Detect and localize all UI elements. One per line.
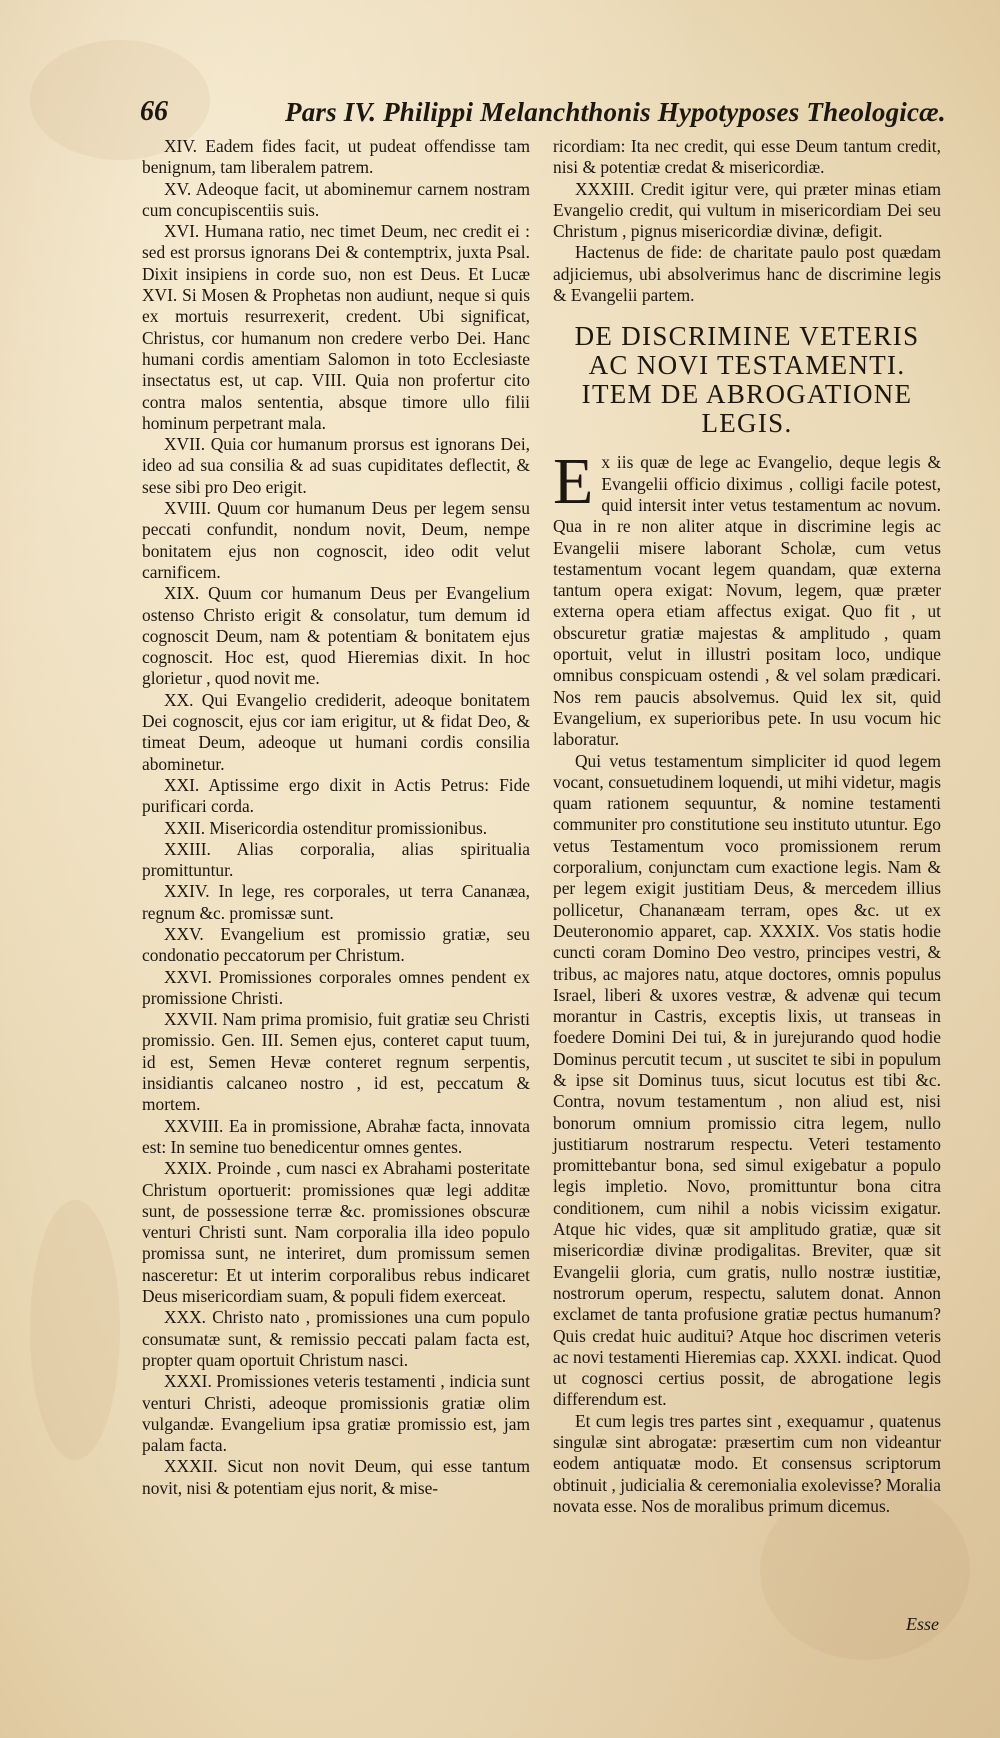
numbered-thesis: XXIX. Proinde , cum nasci ex Abrahami posteritate Christum oportuerit: promissiones quæ legi additæ sunt, de possessione terræ &c. promissiones obscuræ venturi Christi sunt. Nam corporalia illa ideo populo promissa sunt, ne interiret, dum promissum semen nasceretur: Et ut interim corporalibus rebus indicaret Deus misericordiam suam, & populi fidem exerceat. xyxy=(142,1158,530,1307)
numbered-thesis: XXI. Aptissime ergo dixit in Actis Petrus: Fide purificari corda. xyxy=(142,774,530,817)
numbered-thesis: XIX. Quum cor humanum Deus per Evangelium ostenso Christo erigit & consolatur, tum demum id cognoscit Deum, nam & potentiam & bonitatem ejus cognoscit. Hoc est, quod Hieremias dixit. In hoc glorietur , quod novit me. xyxy=(142,583,530,689)
numbered-thesis: XVII. Quia cor humanum prorsus est ignorans Dei, ideo ad sua consilia & ad suas cupiditates deflectit, & sese sibi pro Deo erigit. xyxy=(142,434,530,497)
numbered-thesis: XV. Adeoque facit, ut abominemur carnem nostram cum concupiscentiis suis. xyxy=(142,178,530,220)
opening-paragraph xyxy=(553,445,941,750)
page-number: 66 xyxy=(140,96,168,127)
drop-cap-letter: E xyxy=(553,445,594,519)
numbered-thesis: XXII. Misericordia ostenditur promissionibus. xyxy=(164,817,488,838)
transition-paragraph: Hactenus de fide: de charitate paulo post quædam adjiciemus, ubi absolverimus hanc de discrimine legis & Evangelii partem. xyxy=(553,242,941,306)
body-paragraph: Et cum legis tres partes sint , exequamur , quatenus singulæ sint abrogatæ: præsertim cum non videantur eodem antiquatæ modo. Et consensus scriptorum obtinuit , judicialia & ceremonialia exolevisse? Moralia novata esse. Nos de moralibus primum dicemus. xyxy=(553,1410,941,1516)
numbered-thesis: XXIII. Alias corporalia, alias spiritualia promittuntur. xyxy=(142,838,530,881)
numbered-thesis: XX. Qui Evangelio crediderit, adeoque bonitatem Dei cognoscit, ejus cor iam erigitur, ut & fidat Deo, & timeat Deum, adeoque ut humani cordis consilia abominetur. xyxy=(142,689,530,774)
numbered-thesis: XIV. Eadem fides facit, ut pudeat offendisse tam benignum, tam liberalem patrem. xyxy=(142,136,530,178)
numbered-thesis: XXVIII. Ea in promissione, Abrahæ facta, innovata est: In semine tuo benedicentur omnes gentes. xyxy=(142,1115,530,1157)
left-column xyxy=(142,136,530,1499)
running-head: Pars IV. Philippi Melanchthonis Hypotyposes Theologicæ. xyxy=(285,97,946,127)
numbered-thesis: XXVI. Promissiones corporales omnes pendent ex promissione Christi. xyxy=(142,966,530,1008)
numbered-thesis: XXVII. Nam prima promisio, fuit gratiæ seu Christi promissio. Gen. III. Semen ejus, conteret caput tuum, id est, Semen Hevæ conteret regnum serpentis, insidiantis calcaneo nostro , id est, peccatum & mortem. xyxy=(142,1009,530,1115)
numbered-thesis: XXV. Evangelium est promissio gratiæ, seu condonatio peccatorum per Christum. xyxy=(142,923,530,966)
numbered-thesis: XXIV. In lege, res corporales, ut terra Cananæa, regnum &c. promissæ sunt. xyxy=(142,881,530,923)
numbered-thesis: XVIII. Quum cor humanum Deus per legem sensu peccati confundit, nondum novit, Deum, nempe bonitatem ejus non cognoscit, ideo odit velut carnificem. xyxy=(142,498,530,582)
numbered-thesis: XXXII. Sicut non novit Deum, qui esse tantum novit, nisi & potentiam ejus norit, & mise- xyxy=(142,1456,530,1498)
right-column xyxy=(553,136,941,1517)
numbered-thesis: XXX. Christo nato , promissiones una cum populo consumatæ sunt, & remissio peccati palam facta est, propter quam oportuit Christum nasci. xyxy=(142,1307,530,1370)
body-paragraph: Qui vetus testamentum simpliciter id quod legem vocant, consuetudinem loquendi, ut mihi videtur, magis quam rationem sequuntur, & nomine testamenti communiter pro constitutione seu instituto utuntur. Ego vetus Testamentum voco promissionem rerum corporalium, conjunctam cum exactione legis. Nam & per legem exigit justitiam Deus, & mercedem illius pollicetur, Chananæam terram, opes &c. ut ex Deuteronomio apparet, cap. XXXIX. Vos statis hodie cuncti coram Domino Deo vestro, principes vestri, & tribus, ac majores natu, atque doctores, omnis populus Israel, liberi & uxores vestræ, & advenæ qui tecum morantur in Castris, exceptis lixis, ut transeas in foedere Domini Dei tui, & in jurejurando quod hodie Dominus percutit tecum , ut suscitet te sibi in populum & ipse sit Dominus tuus, sicut locutus est tibi &c. Contra, novum testamentum , non aliud est, nisi bonorum omnium promissio citra legem, nullo justitiarum nostrarum respectu. Veteri testamento promittebantur bona, sed simul exigebatur a populo legis impletio. Novo, promittuntur bona citra conditionem, cum nihil a nobis vicissim exigatur. Atque hic vides, quæ sit amplitudo gratiæ, quæ sit misericordiæ divinæ prodigalitas. Breviter, quæ sit Evangelii gloria, cum gratis, nullo nostræ iustitiæ, nostrorum operum, respectu, salutem donat. Annon exclamet de tanta profusione gratiæ pectus humanum? Quis credat huic auditui? Atque hoc discrimen veteris ac novi testamenti Hieremias cap. XXXI. indicat. Quod ut cognosci certius possit, de abrogatione legis differendum est. xyxy=(553,750,941,1410)
numbered-thesis: XXXI. Promissiones veteris testamenti , indicia sunt venturi Christi, adeoque promissionis gratiæ olim vulgandæ. Evangelium ipsa gratiæ promissio est, jam palam facta. xyxy=(142,1371,530,1456)
page-header xyxy=(140,96,960,138)
continued-thesis: ricordiam: Ita nec credit, qui esse Deum tantum credit, nisi & potentiæ credat & misericordiæ. xyxy=(553,136,941,178)
section-heading: DE DISCRIMINE VETERIS AC NOVI TESTAMENTI. ITEM DE ABROGATIONE LEGIS. xyxy=(574,321,920,439)
paper-stain xyxy=(30,1200,120,1460)
catchword: Esse xyxy=(906,1614,939,1634)
numbered-thesis: XVI. Humana ratio, nec timet Deum, nec credit ei : sed est prorsus ignorans Dei & contemptrix, juxta Psal. Dixit insipiens in corde suo, non est Deus. Et Lucæ XVI. Si Mosen & Prophetas non audiunt, neque si quis ex mortuis resurrexerit, credent. Ubi significat, Christus, cor humanum non credere verbo Dei. Hanc humani cordis amentiam Salomon in toto Ecclesiaste insectatus est, ut cap. VIII. Quia non profertur cito contra malos sententia, absque timore ullo filii hominum perpetrant mala. xyxy=(142,221,530,433)
opening-paragraph-text: x iis quæ de lege ac Evangelio, deque legis & Evangelii officio diximus , colligi facile potest, quid intersit inter vetus testamentum ac novum. Qua in re non aliter atque in discrimine legis ac Evangelii misere laborant Scholæ, cum vetus testamentum vocant legem quandam, quæ externa tantum opera exigat: Novum, legem, quæ præter externa opera etiam affectus exigat. Quo fit , ut obscuretur gratiæ majestas & amplitudo , quam oportuit, velut in illustri positam loco, undique omnibus conspicuam ostendi , & vel solam prædicari. Nos rem paucis absolvemus. Quid lex sit, quid Evangelium, ex superioribus pete. In usu vocum hic laboratur. xyxy=(553,452,941,750)
numbered-thesis: XXXIII. Credit igitur vere, qui præter minas etiam Evangelio credit, qui vultum in misericordiam Dei seu Christum , pignus misericordiæ divinæ, defigit. xyxy=(553,178,941,242)
